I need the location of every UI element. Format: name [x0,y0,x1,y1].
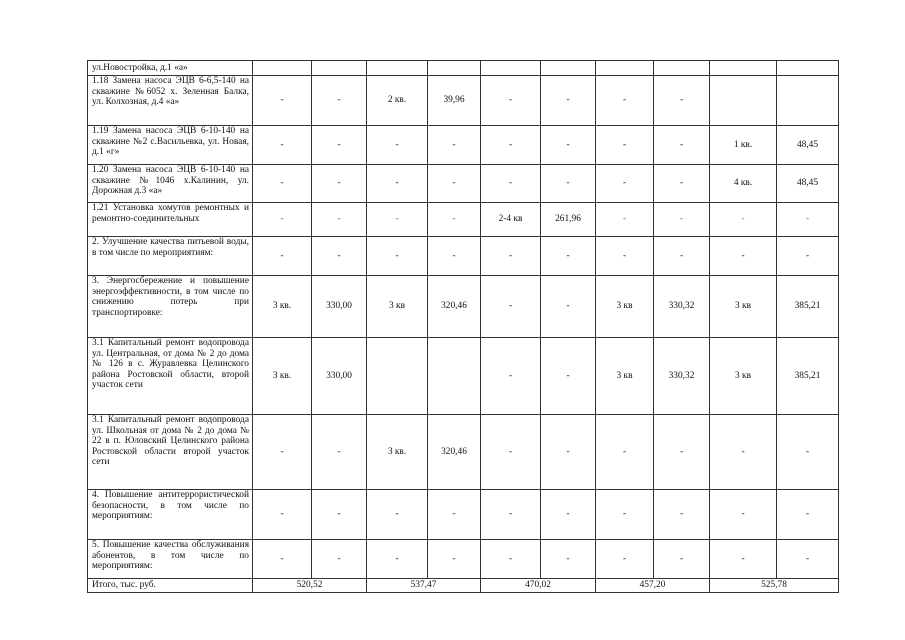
amount-cell: - [428,165,481,203]
quarter-cell: 2 кв. [367,76,428,126]
amount-cell: 385,21 [777,338,839,415]
quarter-cell: - [710,490,777,540]
amount-cell: - [654,540,710,579]
amount-cell: - [541,276,596,338]
quarter-cell: - [253,237,312,276]
quarter-cell: - [481,126,541,165]
amount-cell [654,61,710,76]
table-body [88,61,839,593]
amount-cell: - [541,76,596,126]
amount-cell: - [654,165,710,203]
amount-cell: - [428,490,481,540]
quarter-cell: - [596,165,654,203]
amount-cell: - [777,203,839,237]
amount-cell: - [312,237,367,276]
quarter-cell [481,61,541,76]
table-row [88,165,839,203]
quarter-cell: - [367,490,428,540]
quarter-cell: 4 кв. [710,165,777,203]
table-row [88,338,839,415]
quarter-cell: 3 кв. [367,415,428,490]
quarter-cell: - [481,540,541,579]
amount-cell [541,61,596,76]
amount-cell: - [428,126,481,165]
quarter-cell: - [596,490,654,540]
measure-name: 1.21 Установка хомутов ремонтных и ремонтно-соединительных [88,203,253,237]
measures-table [87,60,839,593]
measure-name: 3.1 Капитальный ремонт водопровода ул. Центральная, от дома № 2 до дома № 126 в с. Журавлевка Целинского района Ростовской области, второй участок сети [88,338,253,415]
amount-cell: - [312,490,367,540]
quarter-cell [710,61,777,76]
table-row [88,540,839,579]
amount-cell: 330,32 [654,338,710,415]
table-row [88,415,839,490]
measure-name: ул.Новостройка, д.1 «а» [88,61,253,76]
total-value: 525,78 [710,579,839,593]
quarter-cell [710,76,777,126]
quarter-cell: - [367,540,428,579]
amount-cell: - [541,126,596,165]
quarter-cell: - [367,165,428,203]
quarter-cell: - [710,540,777,579]
amount-cell: 48,45 [777,126,839,165]
table-row [88,126,839,165]
amount-cell [428,61,481,76]
total-value: 470,02 [481,579,596,593]
amount-cell: 330,00 [312,276,367,338]
amount-cell: - [654,415,710,490]
quarter-cell: - [253,165,312,203]
amount-cell: - [541,490,596,540]
quarter-cell: - [253,540,312,579]
amount-cell: - [312,126,367,165]
amount-cell: 39,96 [428,76,481,126]
amount-cell: - [312,415,367,490]
quarter-cell: - [710,203,777,237]
amount-cell: 330,00 [312,338,367,415]
quarter-cell: 3 кв [710,338,777,415]
quarter-cell: - [481,237,541,276]
amount-cell: - [777,540,839,579]
amount-cell: 330,32 [654,276,710,338]
amount-cell: - [654,237,710,276]
table-row [88,76,839,126]
amount-cell: - [541,540,596,579]
amount-cell: - [428,237,481,276]
total-value: 537,47 [367,579,481,593]
table-row [88,276,839,338]
amount-cell: - [654,203,710,237]
total-value: 520,52 [253,579,367,593]
quarter-cell: - [481,276,541,338]
quarter-cell: - [481,165,541,203]
measure-name: 5. Повышение качества обслуживания абонентов, в том числе по мероприятиям: [88,540,253,579]
amount-cell [777,76,839,126]
quarter-cell: 1 кв. [710,126,777,165]
measure-name: 1.19 Замена насоса ЭЦВ 6-10-140 на скважине №2 с.Васильевка, ул. Новая, д.1 «г» [88,126,253,165]
quarter-cell: 3 кв [710,276,777,338]
amount-cell: 48,45 [777,165,839,203]
amount-cell: 261,96 [541,203,596,237]
measure-name: 2. Улучшение качества питьевой воды, в том числе по мероприятиям: [88,237,253,276]
quarter-cell: - [481,490,541,540]
total-label: Итого, тыс. руб. [88,579,253,593]
quarter-cell: - [367,126,428,165]
quarter-cell: 3 кв [596,276,654,338]
amount-cell: 320,46 [428,276,481,338]
quarter-cell: - [253,76,312,126]
amount-cell: - [654,126,710,165]
amount-cell: - [654,76,710,126]
quarter-cell: - [253,126,312,165]
amount-cell: - [312,540,367,579]
amount-cell [777,61,839,76]
measure-name: 3. Энергосбережение и повышение энергоэффективности, в том числе по снижению потерь при транспортировке: [88,276,253,338]
quarter-cell: - [367,203,428,237]
table-row [88,490,839,540]
quarter-cell: - [253,490,312,540]
quarter-cell: - [367,237,428,276]
quarter-cell: - [481,415,541,490]
amount-cell: - [312,165,367,203]
amount-cell: - [777,490,839,540]
amount-cell [312,61,367,76]
quarter-cell: 3 кв [596,338,654,415]
quarter-cell: - [596,540,654,579]
quarter-cell: - [710,415,777,490]
quarter-cell: 3 кв [367,276,428,338]
quarter-cell: - [710,237,777,276]
measure-name: 4. Повышение антитеррористической безопасности, в том числе по мероприятиям: [88,490,253,540]
amount-cell: - [541,165,596,203]
quarter-cell [253,61,312,76]
quarter-cell [596,61,654,76]
quarter-cell: - [253,415,312,490]
quarter-cell: - [481,76,541,126]
amount-cell: - [312,76,367,126]
quarter-cell [367,61,428,76]
table-row [88,203,839,237]
measure-name: 1.18 Замена насоса ЭЦВ 6-6,5-140 на скважине №6052 х. Зеленная Балка, ул. Колхозная, д.4 «а» [88,76,253,126]
amount-cell: - [541,338,596,415]
measure-name: 1.20 Замена насоса ЭЦВ 6-10-140 на скважине №1046 х.Калинин, ул. Дорожная д.3 «а» [88,165,253,203]
quarter-cell: 3 кв. [253,276,312,338]
quarter-cell: - [481,338,541,415]
table-row [88,237,839,276]
amount-cell: - [777,415,839,490]
table-row [88,61,839,76]
quarter-cell: - [596,237,654,276]
amount-cell: - [541,237,596,276]
quarter-cell: 2-4 кв [481,203,541,237]
quarter-cell: 3 кв. [253,338,312,415]
total-value: 457,20 [596,579,710,593]
amount-cell: - [654,490,710,540]
amount-cell: - [428,203,481,237]
amount-cell: - [541,415,596,490]
quarter-cell: - [596,203,654,237]
amount-cell: - [777,237,839,276]
quarter-cell: - [253,203,312,237]
quarter-cell: - [596,126,654,165]
amount-cell [428,338,481,415]
amount-cell: 385,21 [777,276,839,338]
total-row [88,579,839,593]
measure-name: 3.1 Капитальный ремонт водопровода ул. Школьная от дома № 2 до дома № 22 в п. Юловский Целинского района Ростовской области второй участок сети [88,415,253,490]
quarter-cell: - [596,76,654,126]
quarter-cell: - [596,415,654,490]
amount-cell: - [312,203,367,237]
amount-cell: - [428,540,481,579]
amount-cell: 320,46 [428,415,481,490]
quarter-cell [367,338,428,415]
